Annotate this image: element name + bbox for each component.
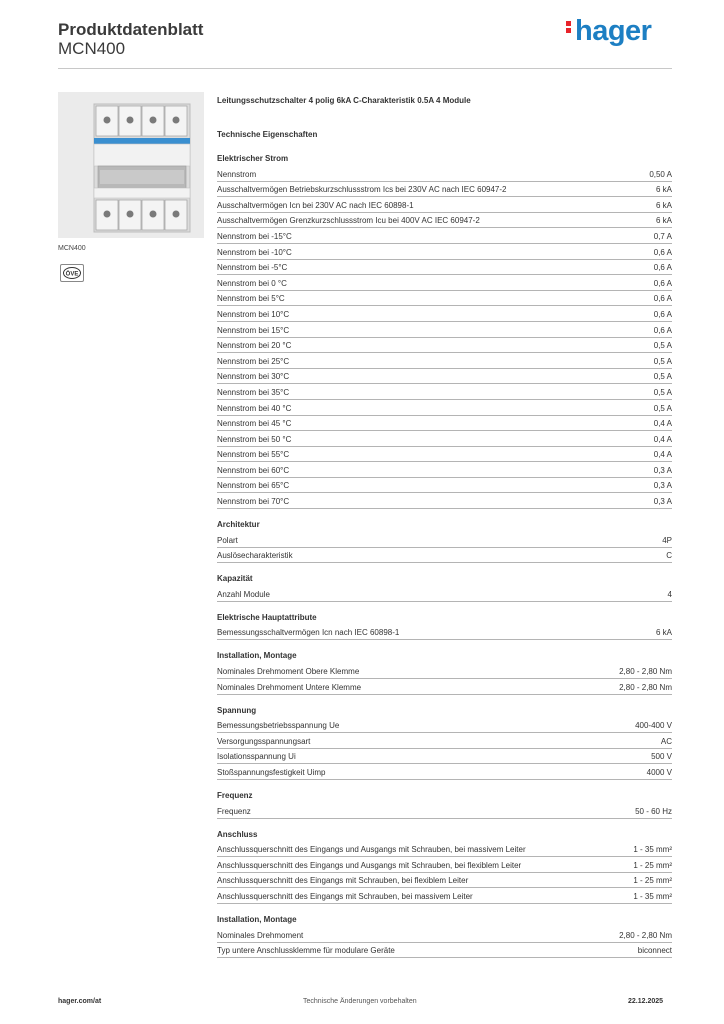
spec-value: 0,5 A xyxy=(653,356,672,366)
spec-value: 0,4 A xyxy=(653,450,672,460)
spec-row xyxy=(217,718,672,734)
spec-row xyxy=(217,842,672,858)
spec-value: 0,6 A xyxy=(653,278,672,288)
spec-row xyxy=(217,873,672,889)
ove-certification-icon xyxy=(60,264,84,282)
spec-row xyxy=(217,431,672,447)
spec-section xyxy=(217,572,672,602)
spec-label: Nennstrom bei 60°C xyxy=(217,465,290,475)
spec-row xyxy=(217,803,672,819)
spec-section xyxy=(217,828,672,904)
spec-row xyxy=(217,857,672,873)
section-heading: Architektur xyxy=(217,520,260,530)
spec-section xyxy=(217,518,672,563)
spec-row xyxy=(217,228,672,244)
spec-value: 2,80 - 2,80 Nm xyxy=(619,930,672,940)
spec-value: 1 - 25 mm² xyxy=(633,860,672,870)
spec-row xyxy=(217,548,672,564)
spec-row xyxy=(217,197,672,213)
spec-row xyxy=(217,244,672,260)
spec-value: 0,7 A xyxy=(653,231,672,241)
spec-section xyxy=(217,649,672,694)
spec-label: Stoßspannungsfestigkeit Uimp xyxy=(217,768,326,777)
spec-row xyxy=(217,462,672,478)
spec-label: Nennstrom bei 70°C xyxy=(217,497,290,507)
spec-label: Auslösecharakteristik xyxy=(217,551,293,561)
spec-row xyxy=(217,291,672,307)
spec-label: Anschlussquerschnitt des Eingangs mit Schrauben, bei massivem Leiter xyxy=(217,891,473,901)
spec-label: Ausschaltvermögen Icn bei 230V AC nach IEC 60898-1 xyxy=(217,200,414,210)
spec-row xyxy=(217,182,672,198)
product-image xyxy=(58,92,204,238)
spec-row xyxy=(217,416,672,432)
spec-content xyxy=(217,96,672,958)
spec-value: 0,6 A xyxy=(653,309,672,319)
spec-row xyxy=(217,586,672,602)
spec-row xyxy=(217,663,672,679)
spec-value: 0,6 A xyxy=(653,294,672,304)
spec-value: 0,3 A xyxy=(653,465,672,475)
spec-value: 6 kA xyxy=(655,216,672,226)
spec-value: 1 - 35 mm² xyxy=(633,845,672,855)
spec-label: Nennstrom bei 50 °C xyxy=(217,434,292,444)
spec-row xyxy=(217,749,672,765)
spec-label: Anschlussquerschnitt des Eingangs und Ausgangs mit Schrauben, bei flexiblem Leiter xyxy=(217,860,522,870)
spec-label: Nennstrom bei 65°C xyxy=(217,481,290,491)
cert-text: ÖVE xyxy=(65,271,79,278)
spec-value: 0,6 A xyxy=(653,263,672,273)
spec-section xyxy=(217,152,672,509)
spec-label: Nominales Drehmoment Untere Klemme xyxy=(217,682,362,692)
spec-row xyxy=(217,943,672,959)
spec-value: 1 - 35 mm² xyxy=(633,891,672,901)
section-heading: Anschluss xyxy=(217,829,258,839)
section-heading: Installation, Montage xyxy=(217,651,297,661)
product-description: Leitungsschutzschalter 4 polig 6kA C-Charakteristik 0.5A 4 Module xyxy=(217,96,471,105)
spec-row xyxy=(217,532,672,548)
spec-label: Nennstrom bei 25°C xyxy=(217,356,290,366)
spec-label: Ausschaltvermögen Grenzkurzschlussstrom Icu bei 400V AC IEC 60947-2 xyxy=(217,216,480,226)
spec-label: Anzahl Module xyxy=(217,589,270,599)
spec-label: Versorgungsspannungsart xyxy=(217,736,311,746)
spec-label: Isolationsspannung Ui xyxy=(217,752,296,762)
spec-label: Nennstrom bei 55°C xyxy=(217,450,290,460)
spec-value: 4P xyxy=(662,535,672,545)
spec-value: 0,6 A xyxy=(653,325,672,335)
spec-value: 0,4 A xyxy=(653,434,672,444)
spec-row xyxy=(217,275,672,291)
section-heading: Installation, Montage xyxy=(217,914,297,924)
spec-label: Nennstrom xyxy=(217,169,257,179)
spec-row xyxy=(217,306,672,322)
spec-label: Frequenz xyxy=(217,806,251,816)
spec-value: 2,80 - 2,80 Nm xyxy=(619,682,672,692)
spec-row xyxy=(217,166,672,182)
spec-value: 0,6 A xyxy=(653,247,672,257)
spec-row xyxy=(217,400,672,416)
spec-row xyxy=(217,679,672,695)
spec-value: AC xyxy=(660,736,672,746)
technical-properties-title: Technische Eigenschaften xyxy=(217,130,318,139)
spec-label: Nennstrom bei 20 °C xyxy=(217,341,292,351)
spec-value: 6 kA xyxy=(655,628,672,638)
spec-row xyxy=(217,353,672,369)
spec-label: Nennstrom bei 15°C xyxy=(217,325,290,335)
logo-text: hager xyxy=(575,15,652,47)
spec-value: 6 kA xyxy=(655,200,672,210)
spec-label: Polart xyxy=(217,535,238,545)
logo-dots-icon xyxy=(566,19,572,35)
spec-label: Nennstrom bei 10°C xyxy=(217,309,290,319)
spec-label: Nennstrom bei 40 °C xyxy=(217,403,292,413)
spec-value: 0,5 A xyxy=(653,403,672,413)
spec-row xyxy=(217,447,672,463)
section-heading: Kapazität xyxy=(217,574,253,584)
spec-row xyxy=(217,927,672,943)
spec-value: 0,5 A xyxy=(653,387,672,397)
spec-value: 0,3 A xyxy=(653,497,672,507)
spec-label: Nennstrom bei 35°C xyxy=(217,387,290,397)
spec-value: 0,4 A xyxy=(653,419,672,429)
footer-note: Technische Änderungen vorbehalten xyxy=(303,998,417,1005)
spec-section xyxy=(217,611,672,641)
spec-label: Ausschaltvermögen Betriebskurzschlussstrom Ics bei 230V AC nach IEC 60947-2 xyxy=(217,185,507,195)
header-divider xyxy=(58,68,672,69)
spec-value: 2,80 - 2,80 Nm xyxy=(619,667,672,677)
spec-row xyxy=(217,733,672,749)
spec-section xyxy=(217,913,672,958)
spec-section xyxy=(217,789,672,819)
spec-row xyxy=(217,764,672,780)
spec-row xyxy=(217,322,672,338)
spec-row xyxy=(217,888,672,904)
spec-value: 4 xyxy=(667,589,672,599)
spec-label: Nominales Drehmoment xyxy=(217,930,304,940)
footer-date: 22.12.2025 xyxy=(628,998,664,1005)
spec-value: C xyxy=(666,551,672,561)
spec-label: Nennstrom bei 30°C xyxy=(217,372,290,382)
spec-value: 50 - 60 Hz xyxy=(635,806,672,816)
spec-label: Bemessungsbetriebsspannung Ue xyxy=(217,721,340,731)
spec-section xyxy=(217,704,672,780)
spec-value: 0,5 A xyxy=(653,372,672,382)
spec-row xyxy=(217,369,672,385)
spec-row xyxy=(217,478,672,494)
section-heading: Frequenz xyxy=(217,791,253,800)
spec-value: 0,5 A xyxy=(653,341,672,351)
spec-label: Nennstrom bei 0 °C xyxy=(217,278,287,288)
spec-value: 500 V xyxy=(651,752,672,762)
product-image-caption: MCN400 xyxy=(58,245,86,252)
spec-value: 4000 V xyxy=(646,768,672,777)
spec-row xyxy=(217,625,672,641)
spec-value: biconnect xyxy=(637,946,672,956)
product-code: MCN400 xyxy=(58,39,126,58)
spec-row xyxy=(217,213,672,229)
spec-sections xyxy=(217,152,672,958)
spec-label: Nominales Drehmoment Obere Klemme xyxy=(217,667,360,677)
spec-row xyxy=(217,338,672,354)
spec-label: Bemessungsschaltvermögen Icn nach IEC 60898-1 xyxy=(217,628,400,638)
spec-label: Anschlussquerschnitt des Eingangs und Ausgangs mit Schrauben, bei massivem Leiter xyxy=(217,845,526,855)
spec-value: 0,50 A xyxy=(649,169,672,179)
spec-label: Nennstrom bei 5°C xyxy=(217,294,285,304)
spec-label: Nennstrom bei -15°C xyxy=(217,231,292,241)
spec-value: 400-400 V xyxy=(635,721,672,731)
page-title: Produktdatenblatt xyxy=(58,20,204,39)
spec-label: Anschlussquerschnitt des Eingangs mit Schrauben, bei flexiblem Leiter xyxy=(217,876,469,886)
spec-value: 1 - 25 mm² xyxy=(633,876,672,886)
spec-label: Nennstrom bei 45 °C xyxy=(217,419,292,429)
section-heading: Spannung xyxy=(217,705,257,715)
spec-row xyxy=(217,493,672,509)
spec-label: Nennstrom bei -5°C xyxy=(217,263,288,273)
spec-row xyxy=(217,260,672,276)
hager-logo xyxy=(566,15,651,48)
footer-website: hager.com/at xyxy=(58,998,102,1005)
spec-row xyxy=(217,384,672,400)
spec-value: 6 kA xyxy=(655,185,672,195)
section-heading: Elektrischer Strom xyxy=(217,154,289,163)
section-heading: Elektrische Hauptattribute xyxy=(217,612,317,622)
spec-label: Nennstrom bei -10°C xyxy=(217,247,292,257)
spec-value: 0,3 A xyxy=(653,481,672,491)
spec-label: Typ untere Anschlussklemme für modulare Geräte xyxy=(217,946,395,956)
